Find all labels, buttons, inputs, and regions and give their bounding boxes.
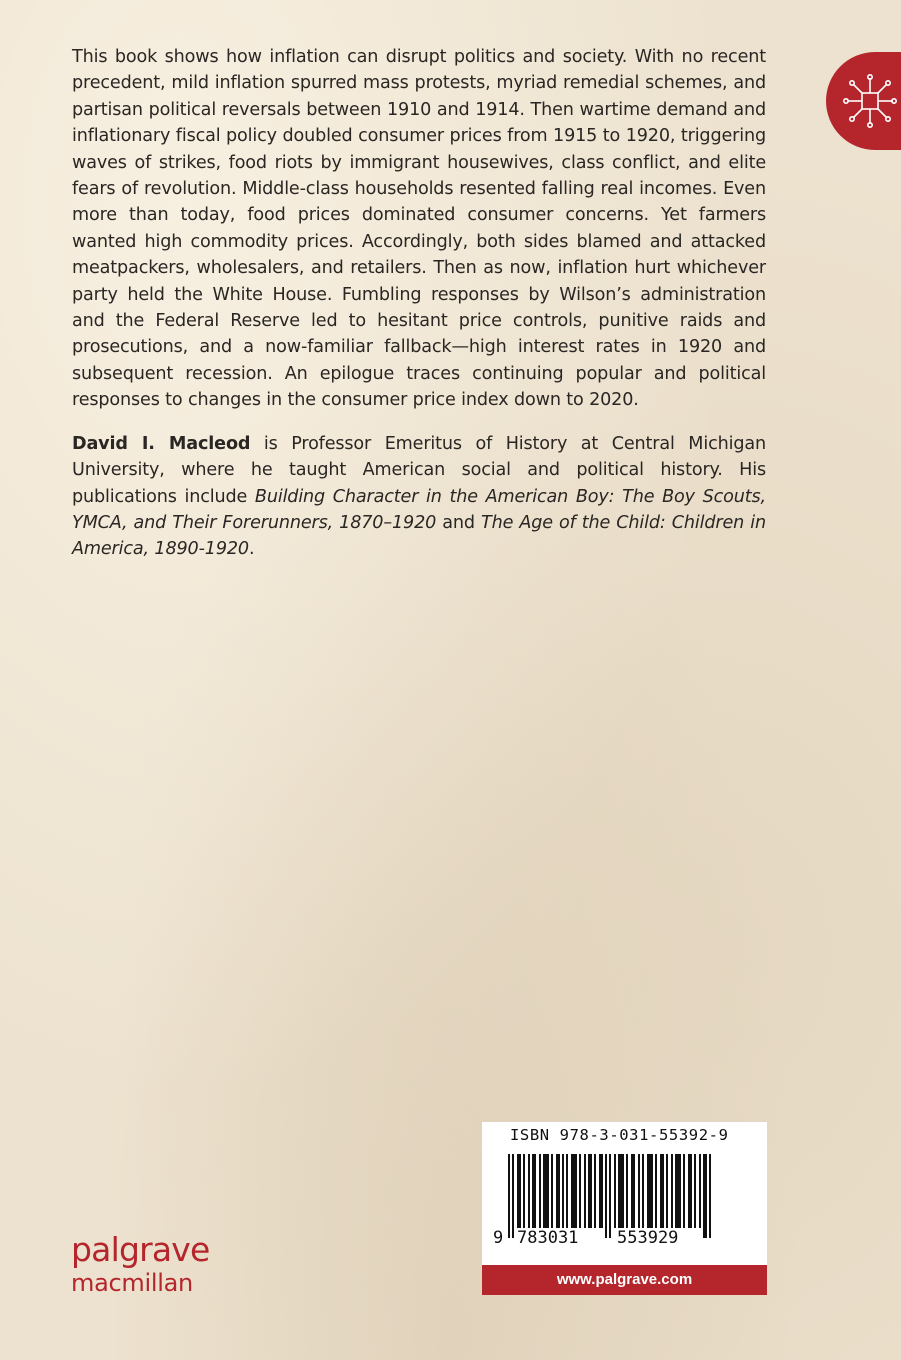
book-blurb: This book shows how inflation can disrupt politics and society. With no recent precedent, mild inflation spurred mass protests, myriad remedial schemes, and partisan political reversals between 1910 and 1914. Then wartime demand and inflationary fiscal policy doubled consumer prices from 1915 to 1920, triggering waves of strikes, food riots by immigrant housewives, class conflict, and elite fears of revolution. Middle-class households resented falling real incomes. Even more than today, food prices dominated consumer concerns. Yet farmers wanted high commodity prices. Accordingly, both sides blamed and attacked meatpackers, wholesalers, and retailers. Then as now, inflation hurt whichever party held the White House. Fumbling responses by Wilson’s administration and the Federal Reserve led to hesitant price controls, punitive raids and prosecutions, and a now-familiar fallback—high interest rates in 1920 and subsequent recession. An epilogue traces continuing popular and political responses to changes in the consumer price index down to 2020. [72,47,766,411]
publisher-name: palgrave [71,1230,210,1269]
barcode-digits-left: 783031 [517,1228,579,1248]
author-bio-text: is Professor Emeritus of History at Central Michigan University, where he taught American social and political history. His publications include [72,433,766,507]
website-link[interactable]: www.palgrave.com [482,1265,767,1295]
bio-end: . [248,539,255,560]
book-title-2: The Age of the Child: Children in America, 1890-1920 [72,512,766,560]
barcode-icon [492,1154,732,1238]
palgrave-network-icon [843,74,897,128]
author-name: David I. Macleod [72,433,251,454]
bio-connector: and [436,512,481,533]
barcode-digit-first: 9 [493,1228,504,1248]
book-title-1: Building Character in the American Boy: The Boy Scouts, YMCA, and Their Forerunners, 1870–1920 [72,486,766,533]
barcode-digits-right: 553929 [617,1228,679,1248]
publisher-imprint: macmillan [71,1269,193,1297]
publisher-badge [826,52,901,150]
author-bio [72,431,766,563]
isbn-barcode-block [482,1122,767,1295]
back-cover-text [72,44,766,563]
isbn-label: ISBN 978-3-031-55392-9 [510,1126,729,1144]
publisher-logo [71,1232,210,1298]
